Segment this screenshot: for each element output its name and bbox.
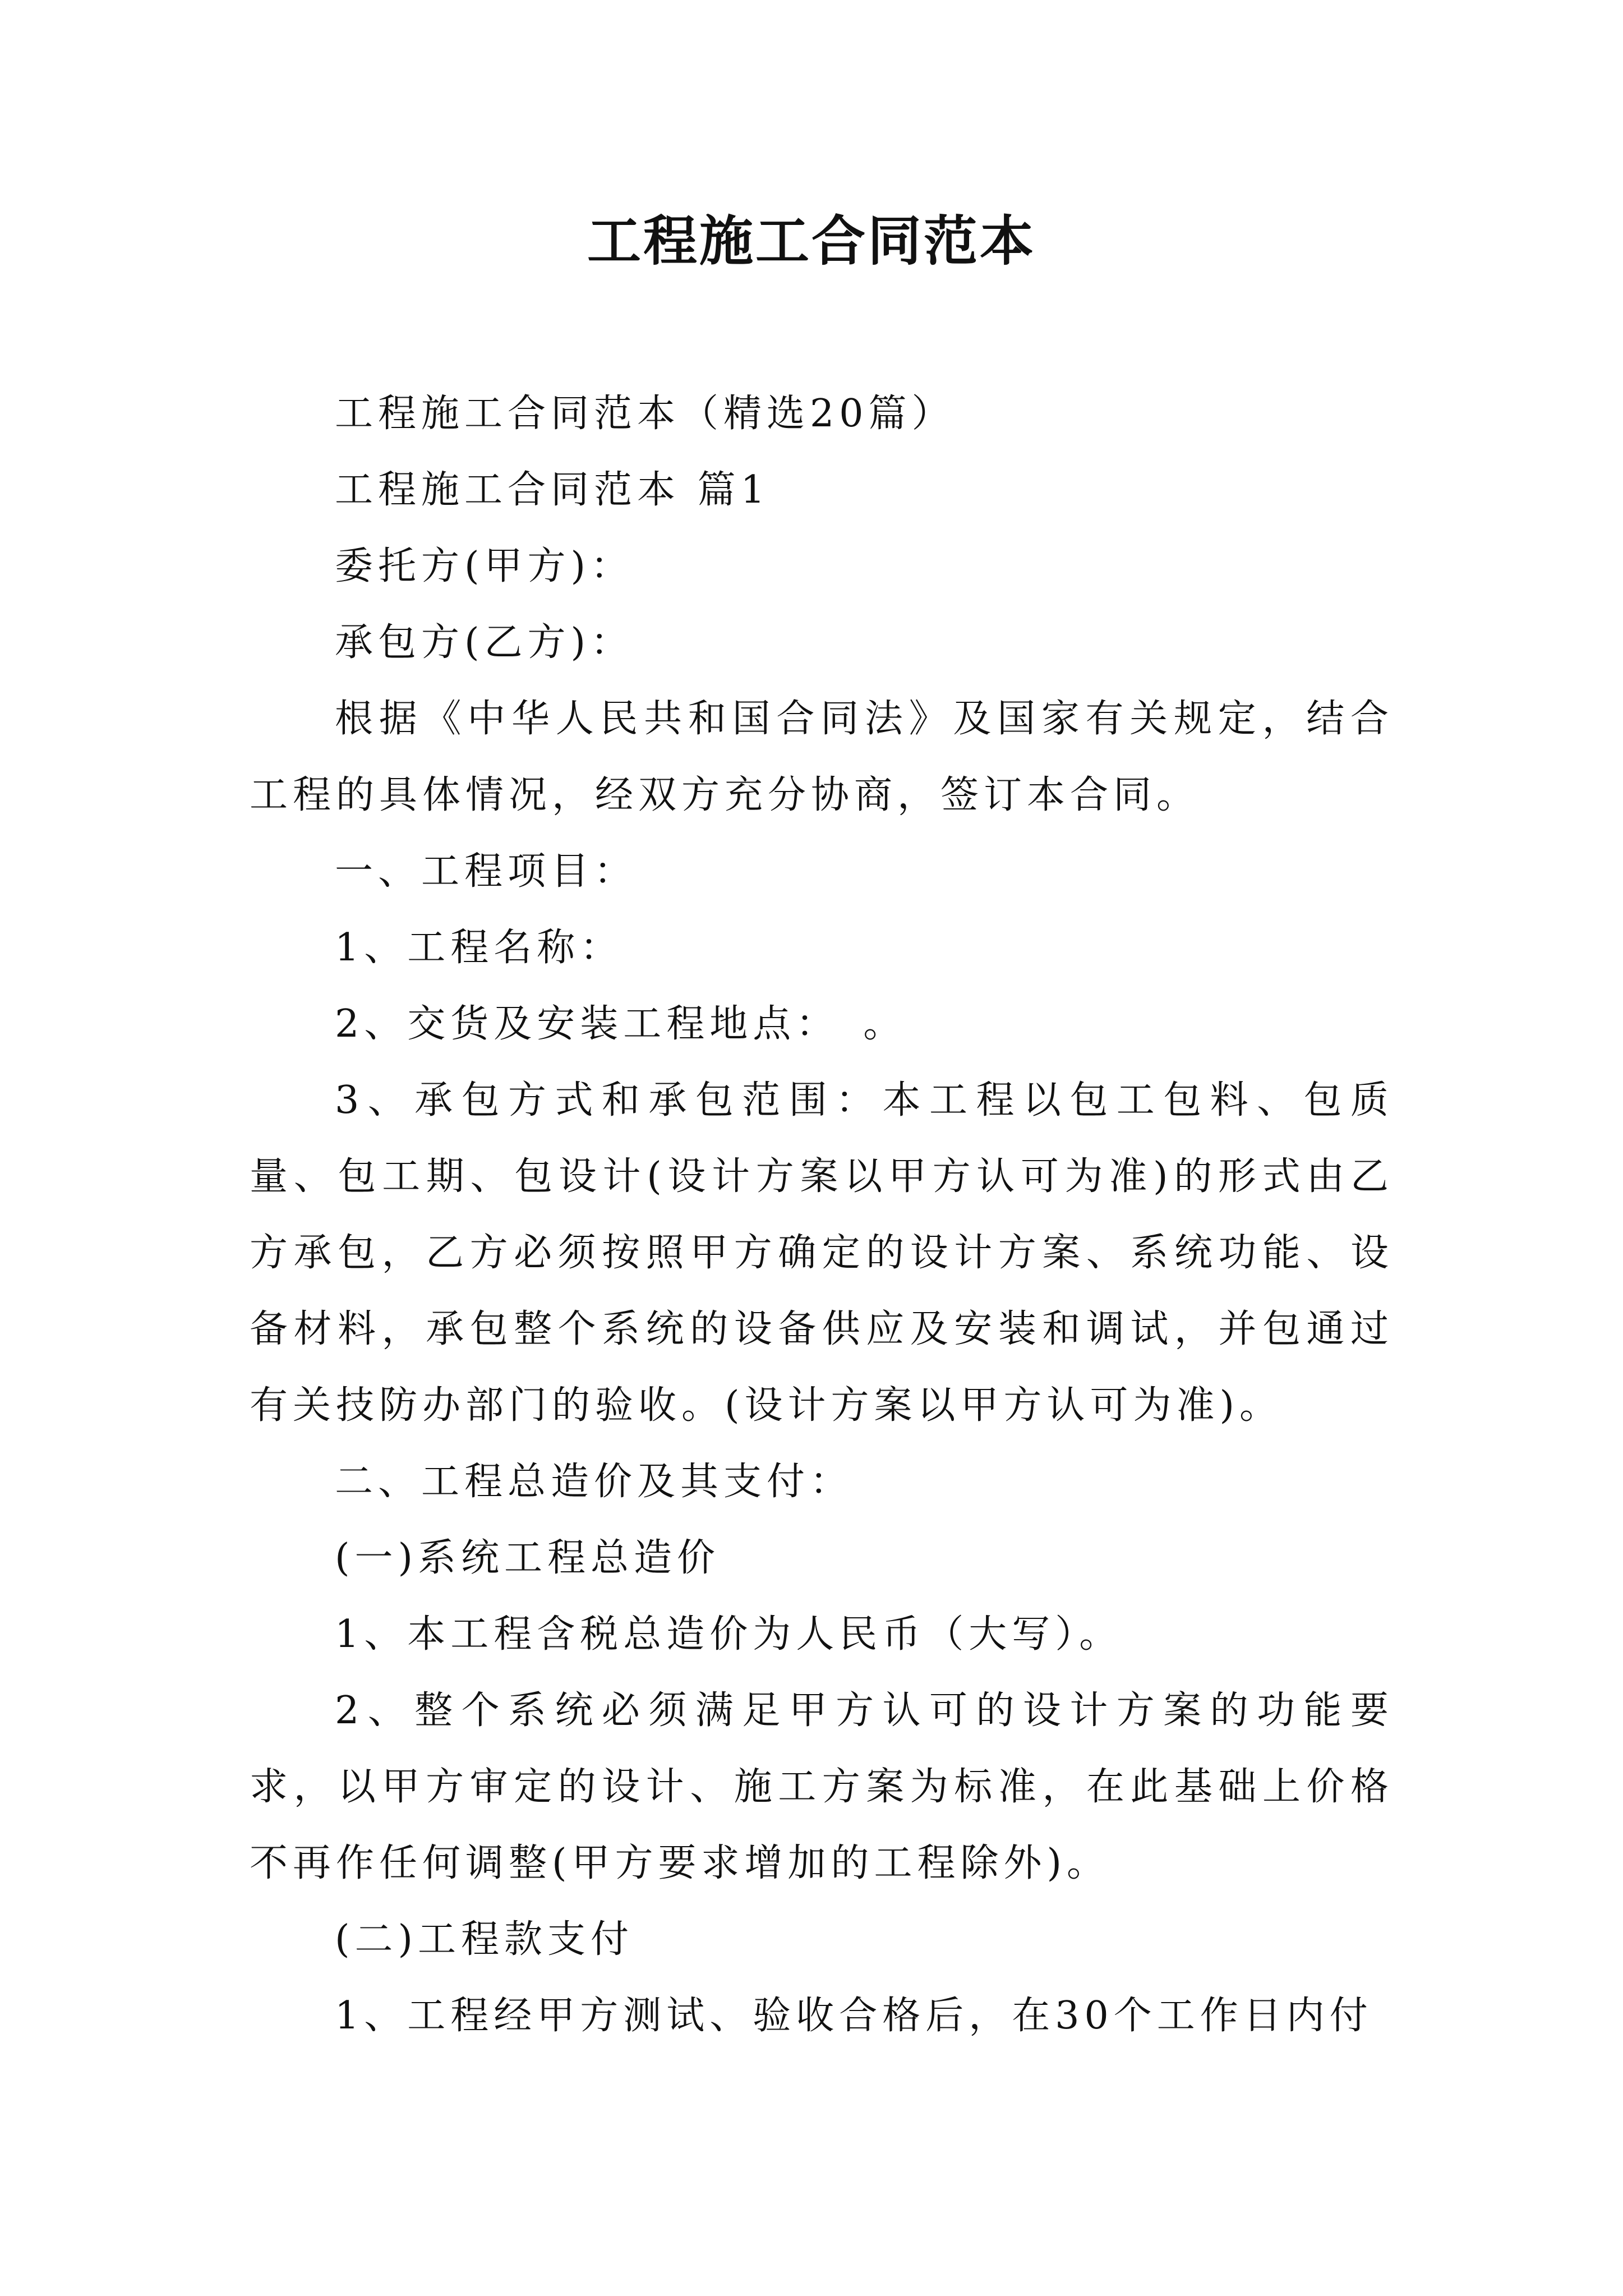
paragraph-project-name: 1、工程名称：	[335, 926, 624, 970]
paragraph-section-heading: 工程施工合同范本 篇1	[335, 468, 770, 512]
paragraph-price-rmb: 1、本工程含税总造价为人民币（大写）。	[335, 1612, 1123, 1657]
paragraph-price-adjustment: 2、整个系统必须满足甲方认可的设计方案的功能要求，以甲方审定的设计、施工方案为标准，在此基础上价格不再作任何调整(甲方要求增加的工程除外)。	[250, 1688, 1394, 1885]
paragraph-party-b: 承包方(乙方)：	[335, 620, 634, 665]
paragraph-location: 2、交货及安装工程地点： 。	[335, 1002, 907, 1046]
paragraph-project-heading: 一、工程项目：	[335, 849, 638, 894]
paragraph-contract-scope: 3、承包方式和承包范围：本工程以包工包料、包质量、包工期、包设计(设计方案以甲方认可为准)的形式由乙方承包，乙方必须按照甲方确定的设计方案、系统功能、设备材料，承包整个系统的设备供应及安装和调试，并包通过有关技防办部门的验收。(设计方案以甲方认可为准)。	[250, 1078, 1394, 1428]
paragraph-cost-heading: 二、工程总造价及其支付：	[335, 1460, 854, 1504]
paragraph-payment-terms: 1、工程经甲方测试、验收合格后，在30个工作日内付	[335, 1994, 1373, 2038]
document-title: 工程施工合同范本	[587, 209, 1036, 273]
paragraph-preamble: 根据《中华人民共和国合同法》及国家有关规定，结合工程的具体情况，经双方充分协商，签订本合同。	[250, 697, 1394, 817]
paragraph-payment-heading: (二)工程款支付	[335, 1917, 634, 1962]
paragraph-total-cost: (一)系统工程总造价	[335, 1536, 721, 1580]
paragraph-party-a: 委托方(甲方)：	[335, 544, 634, 588]
paragraph-subtitle: 工程施工合同范本（精选20篇）	[335, 392, 955, 436]
document-body	[250, 376, 1394, 2054]
